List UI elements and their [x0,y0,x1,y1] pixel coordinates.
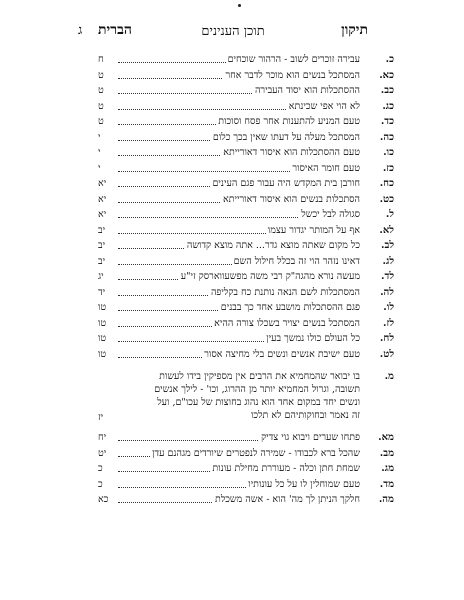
toc-entry-page: יט [98,447,107,459]
toc-entry-page: יב [98,240,106,251]
toc-entry-page: יז [98,412,104,423]
header-book-title-left: הברית [98,22,132,38]
toc-entry [98,176,394,192]
toc-entry-number: מה. [378,494,394,505]
toc-entry-title: כל העולם כולו נמשך בעין [264,331,360,347]
toc-entry-page: י [98,131,101,143]
toc-entry-line: זה נאמר ובחוקותיהם לא תלכו [251,410,360,421]
header-page-number: ג [78,23,83,38]
toc-entry-number: ל. [385,209,394,220]
toc-entry-page: יב [98,224,106,236]
toc-entry-page: יח [98,432,107,443]
toc-entry-page: ט [98,116,104,127]
scan-dot [238,4,241,7]
toc-entry-title: הסתכלות בנשים הוא איסור דאורייתא [221,192,360,208]
toc-entry-number: מא. [378,432,394,443]
toc-entry-number: מב. [379,447,394,459]
toc-entry-page: טו [98,333,107,344]
toc-entry-page: טו [98,317,107,329]
toc-entry-number: מד. [379,478,394,490]
page-header [98,22,368,42]
toc-entry-page: ט [98,100,104,112]
toc-entry-number: כו. [383,147,394,158]
toc-entry-title: מעשה נורא מהגה"ק רבי משה מפשעווארסק זי"ע [179,269,360,285]
toc-entry-number: כ. [385,54,394,65]
toc-entry [98,316,394,332]
toc-entry-number: לח. [379,333,394,344]
toc-entry-number: מ. [384,371,394,382]
toc-entry-page: יג [98,271,104,282]
toc-entry-title: שמחת חתן וכלה - מעוררת מחילת עונות [210,461,360,477]
toc-entry-title: טעם ישיבת אנשים ונשים בלי מחיצה אסור [202,347,360,363]
toc-entry-number: מג. [381,463,394,474]
toc-entry [98,285,394,301]
toc-entry-number: לז. [383,317,394,329]
toc-entry [98,300,394,316]
toc-entry [98,238,394,254]
toc-entry [98,83,394,99]
toc-entry [98,461,394,477]
toc-entry-number: לג. [382,255,394,267]
toc-entry-page: ח [98,54,104,65]
toc-entry [98,223,394,239]
toc-entry-number: לד. [381,271,394,282]
toc-entry [98,145,394,161]
toc-entry-line: בו יבואר שהמחמיא את הרבים אין מספיקין בידו לעשות [159,371,360,382]
toc-list-b [98,430,394,508]
table-of-contents [98,52,394,508]
toc-entry-number: לט. [379,348,394,360]
toc-entry-page: י [98,147,101,158]
toc-entry-title: טעם שמוחלין לו על כל עונותיו [246,477,360,493]
toc-entry-number: כז. [382,162,394,174]
toc-entry [98,331,394,347]
toc-entry-number: לא. [379,224,394,236]
toc-entry-page: יא [98,209,107,220]
toc-entry [98,52,394,68]
toc-entry-number: כד. [380,116,394,127]
toc-entry [98,130,394,146]
toc-entry-page: טו [98,302,107,313]
toc-entry-page: יד [98,286,106,298]
toc-entry-number: כח. [379,178,394,189]
toc-entry-number: כב. [380,85,394,96]
toc-entry-number: לה. [380,286,394,298]
toc-entry-title: המסתכלות לשם הנאה נותנת כח בקליפה [209,285,360,301]
toc-entry [98,446,394,462]
toc-entry [98,207,394,223]
toc-entry-title: המסתכל בנשים יצויר בשכלו צורה ההיא [212,316,360,332]
toc-entry-page: כ [98,463,103,474]
toc-entry [98,99,394,115]
toc-entry-title: פגם ההסתכלות מושבע אחד כך בבנים [219,300,360,316]
toc-entry-title: טעם המניע להתענות אחר פסח וסוכות [216,114,360,130]
toc-entry-title: סגולה לבל יכשל [299,207,360,223]
toc-entry-page: יא [98,178,107,189]
toc-entry-number: לו. [383,302,394,313]
toc-entry [98,477,394,493]
toc-entry [98,68,394,84]
toc-entry-page: י [98,162,101,174]
toc-entry [98,430,394,446]
toc-entry [98,161,394,177]
toc-entry [98,192,394,208]
toc-entry [98,254,394,270]
toc-entry-page: כ [98,478,103,490]
toc-entry-title: דאינו נזהר הוי זה בכלל חילול השם [232,254,360,270]
toc-entry-title: לא הוי אפי שכינתא [287,99,360,115]
toc-entry-title: המסתכל בנשים הוא מוכר לדבר אחר [223,68,360,84]
toc-entry [98,269,394,285]
toc-entry-page: כא [98,494,109,505]
toc-entry-page: יא [98,193,107,205]
toc-entry-page: ט [98,85,104,96]
toc-entry-number: כט. [379,193,394,205]
toc-entry-title: ההסתכלות הוא יסוד העבירה [253,83,360,99]
toc-entry-page: יב [98,255,106,267]
toc-entry-page: ט [98,69,104,81]
toc-entry-title: טעם ההסתכלות הוא איסור דאורייתא [221,145,360,161]
toc-entry-title: כל מקום שאתה מוצא גדר... אתה מוצא קדושה [185,238,360,254]
toc-entry [98,347,394,363]
header-section-title: תוכן הענינים [201,24,265,39]
toc-entry-number: לב. [381,240,394,251]
toc-entry-number: כה. [379,131,394,143]
toc-list-a [98,52,394,362]
toc-entry [98,492,394,508]
toc-entry-title: אף על המותר יגדור עצמו [266,223,360,239]
toc-entry-number: כג. [382,100,394,112]
header-book-title-right: תיקון [341,22,368,38]
toc-entry-title: חלקך הניתן לך מה' הוא - אשה משכלת [213,492,360,508]
toc-entry-title: המסתכל מעלה על דעתו שאין בכך כלום [211,130,360,146]
toc-entry-title: טעם חומר האיסור [290,161,360,177]
toc-entry-number: כא. [379,69,394,81]
toc-entry-title: שהכל ברא לכבודו - שמירה לנפטרים שיורדים מגהנם עדן [150,446,360,462]
toc-entry-line: תשובה, וגרול המחמיא יותר מן ההרוג, וכו' - לילך אנשים [154,384,360,395]
toc-entry-title: פתחו שערים ויבוא גוי צדיק [259,430,360,446]
toc-entry-multiline [98,370,394,423]
toc-entry-line: ונשים יחד במקום אחד הוא נהוג בחוצות של עכו"ם, ועל [157,397,360,408]
toc-entry-page: טו [98,348,107,360]
toc-entry-title: עבירה זוכרים לשוב - הרהור שוכחים [226,52,360,68]
toc-entry-title: חורבן בית המקדש היה עבור פגם העינים [210,176,360,192]
toc-entry [98,114,394,130]
